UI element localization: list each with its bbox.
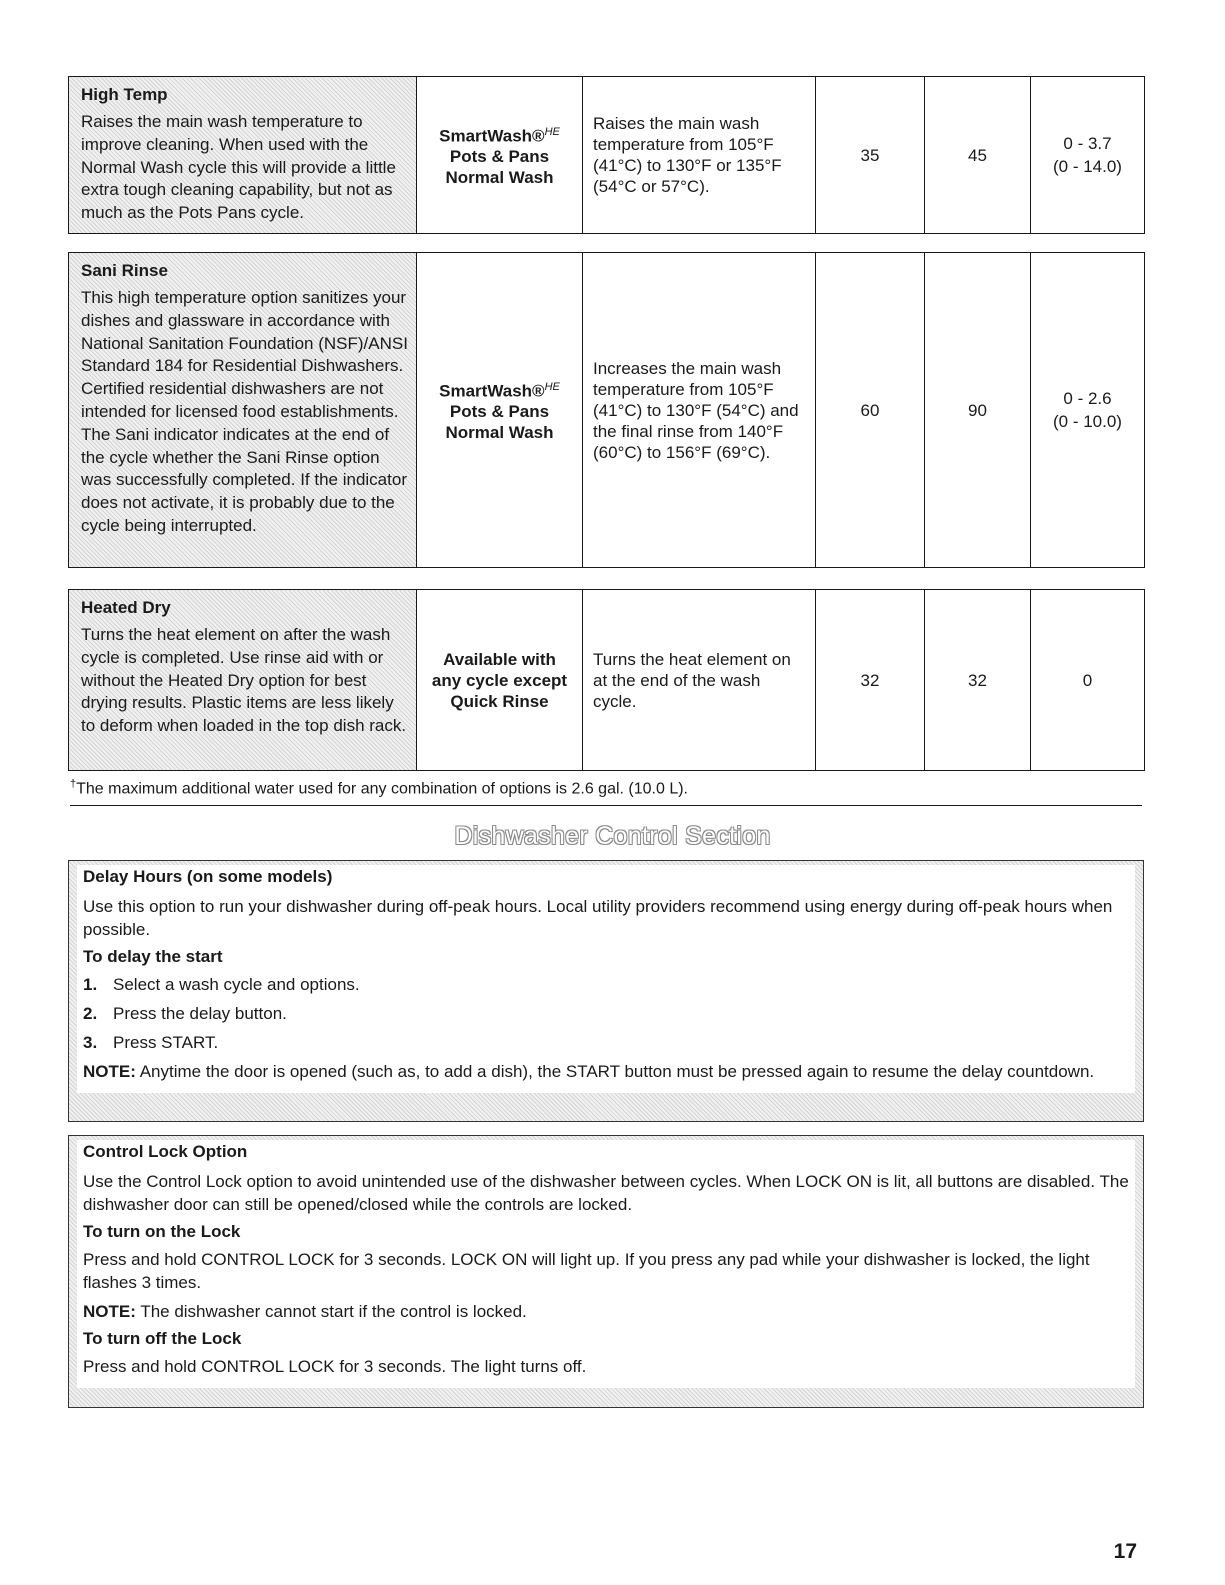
- cycle-name: SmartWash®: [439, 381, 545, 401]
- box-intro: Use this option to run your dishwasher during off-peak hours. Local utility providers recommend using energy during off-peak hours when possible.: [83, 897, 1113, 939]
- box-note: NOTE: The dishwasher cannot start if the control is locked.: [83, 1302, 527, 1321]
- option-effect: Turns the heat element on at the end of the wash cycle.: [583, 590, 816, 771]
- option-description: Turns the heat element on after the wash cycle is completed. Use rinse aid with or without the Heated Dry option for best drying results. Plastic items are less likely to deform when loaded in the top dish rack.: [81, 625, 407, 736]
- option-value-col5: 32: [925, 590, 1031, 771]
- cycle-name: Quick Rinse: [450, 691, 549, 711]
- box-text: Press and hold CONTROL LOCK for 3 seconds. LOCK ON will light up. If you press any pad while your dishwasher is locked, the light flashes 3 times.: [83, 1250, 1090, 1292]
- option-title: Heated Dry: [81, 598, 171, 617]
- option-description: Raises the main wash temperature to improve cleaning. When used with the Normal Wash cycle this will provide a little extra tough cleaning capability, but not as much as the Pots Pans cycle.: [81, 112, 396, 223]
- cycle-name: Pots & Pans: [449, 402, 550, 422]
- option-description-cell: [69, 590, 417, 771]
- option-effect: Raises the main wash temperature from 105°F (41°C) to 130°F or 135°F (54°C or 57°C).: [583, 77, 816, 234]
- step-item: 3. Press START.: [83, 1033, 219, 1052]
- box-subheading: To turn off the Lock: [83, 1329, 242, 1348]
- delay-hours-box: [68, 860, 1144, 1122]
- option-value-col4: 60: [816, 253, 925, 568]
- option-water-added: 0 - 3.7 (0 - 14.0): [1031, 77, 1145, 234]
- option-row-heated-dry: [68, 589, 1145, 771]
- cycle-name: Pots & Pans: [449, 147, 550, 167]
- cycle-superscript: HE: [544, 125, 560, 138]
- option-value-col5: 45: [925, 77, 1031, 234]
- box-subheading: To delay the start: [83, 947, 223, 966]
- option-value-col4: 35: [816, 77, 925, 234]
- footnote-mark: †: [70, 778, 77, 790]
- option-value-col5: 90: [925, 253, 1031, 568]
- option-cycles: [417, 253, 583, 568]
- option-title: Sani Rinse: [81, 261, 168, 280]
- option-description-cell: [69, 77, 417, 234]
- section-heading: Dishwasher Control Section: [454, 822, 771, 850]
- option-row-sani-rinse: [68, 252, 1145, 568]
- option-water-added: 0 - 2.6 (0 - 10.0): [1031, 253, 1145, 568]
- box-title: Delay Hours (on some models): [83, 867, 333, 886]
- footnote-text: The maximum additional water used for any combination of options is 2.6 gal. (10.0 L).: [76, 780, 688, 798]
- option-value-col4: 32: [816, 590, 925, 771]
- page-number: 17: [1113, 1540, 1137, 1563]
- option-description: This high temperature option sanitizes your dishes and glassware in accordance with National Sanitation Foundation (NSF)/ANSI Standard 184 for Residential Dishwashers. Certified residential dishwashers are not intended for licensed food establishments. The Sani indicator indicates at the end of the cycle whether the Sani Rinse option was successfully completed. If the indicator does not activate, it is probably due to the cycle being interrupted.: [81, 288, 408, 535]
- box-subheading: To turn on the Lock: [83, 1222, 241, 1241]
- box-text: Press and hold CONTROL LOCK for 3 seconds. The light turns off.: [83, 1357, 587, 1376]
- delay-hours-content: [77, 865, 1135, 1093]
- option-effect: Increases the main wash temperature from 105°F (41°C) to 130°F (54°C) and the final rinse from 140°F (60°C) to 156°F (69°C).: [583, 253, 816, 568]
- control-lock-box: [68, 1135, 1144, 1408]
- step-item: 2. Press the delay button.: [83, 1004, 287, 1023]
- section-divider: [70, 805, 1142, 806]
- footnote: [70, 778, 688, 798]
- option-description-cell: [69, 253, 417, 568]
- cycle-name: any cycle except: [431, 670, 568, 690]
- box-note: NOTE: Anytime the door is opened (such as, to add a dish), the START button must be pressed again to resume the delay countdown.: [83, 1062, 1095, 1081]
- box-intro: Use the Control Lock option to avoid unintended use of the dishwasher between cycles. When LOCK ON is lit, all buttons are disabled. The dishwasher door can still be opened/closed while the controls are locked.: [83, 1172, 1129, 1214]
- cycle-name: SmartWash®: [439, 126, 545, 146]
- cycle-name: Available with: [443, 649, 556, 669]
- cycle-superscript: HE: [544, 380, 560, 393]
- option-water-added: 0: [1031, 590, 1145, 771]
- option-row-high-temp: [68, 76, 1145, 234]
- option-cycles: [417, 590, 583, 771]
- box-title: Control Lock Option: [83, 1142, 248, 1161]
- cycle-name: Normal Wash: [445, 168, 554, 188]
- cycle-name: Normal Wash: [445, 423, 554, 443]
- step-item: 1. Select a wash cycle and options.: [83, 975, 360, 994]
- option-title: High Temp: [81, 85, 168, 104]
- control-lock-content: [77, 1140, 1135, 1388]
- option-cycles: [417, 77, 583, 234]
